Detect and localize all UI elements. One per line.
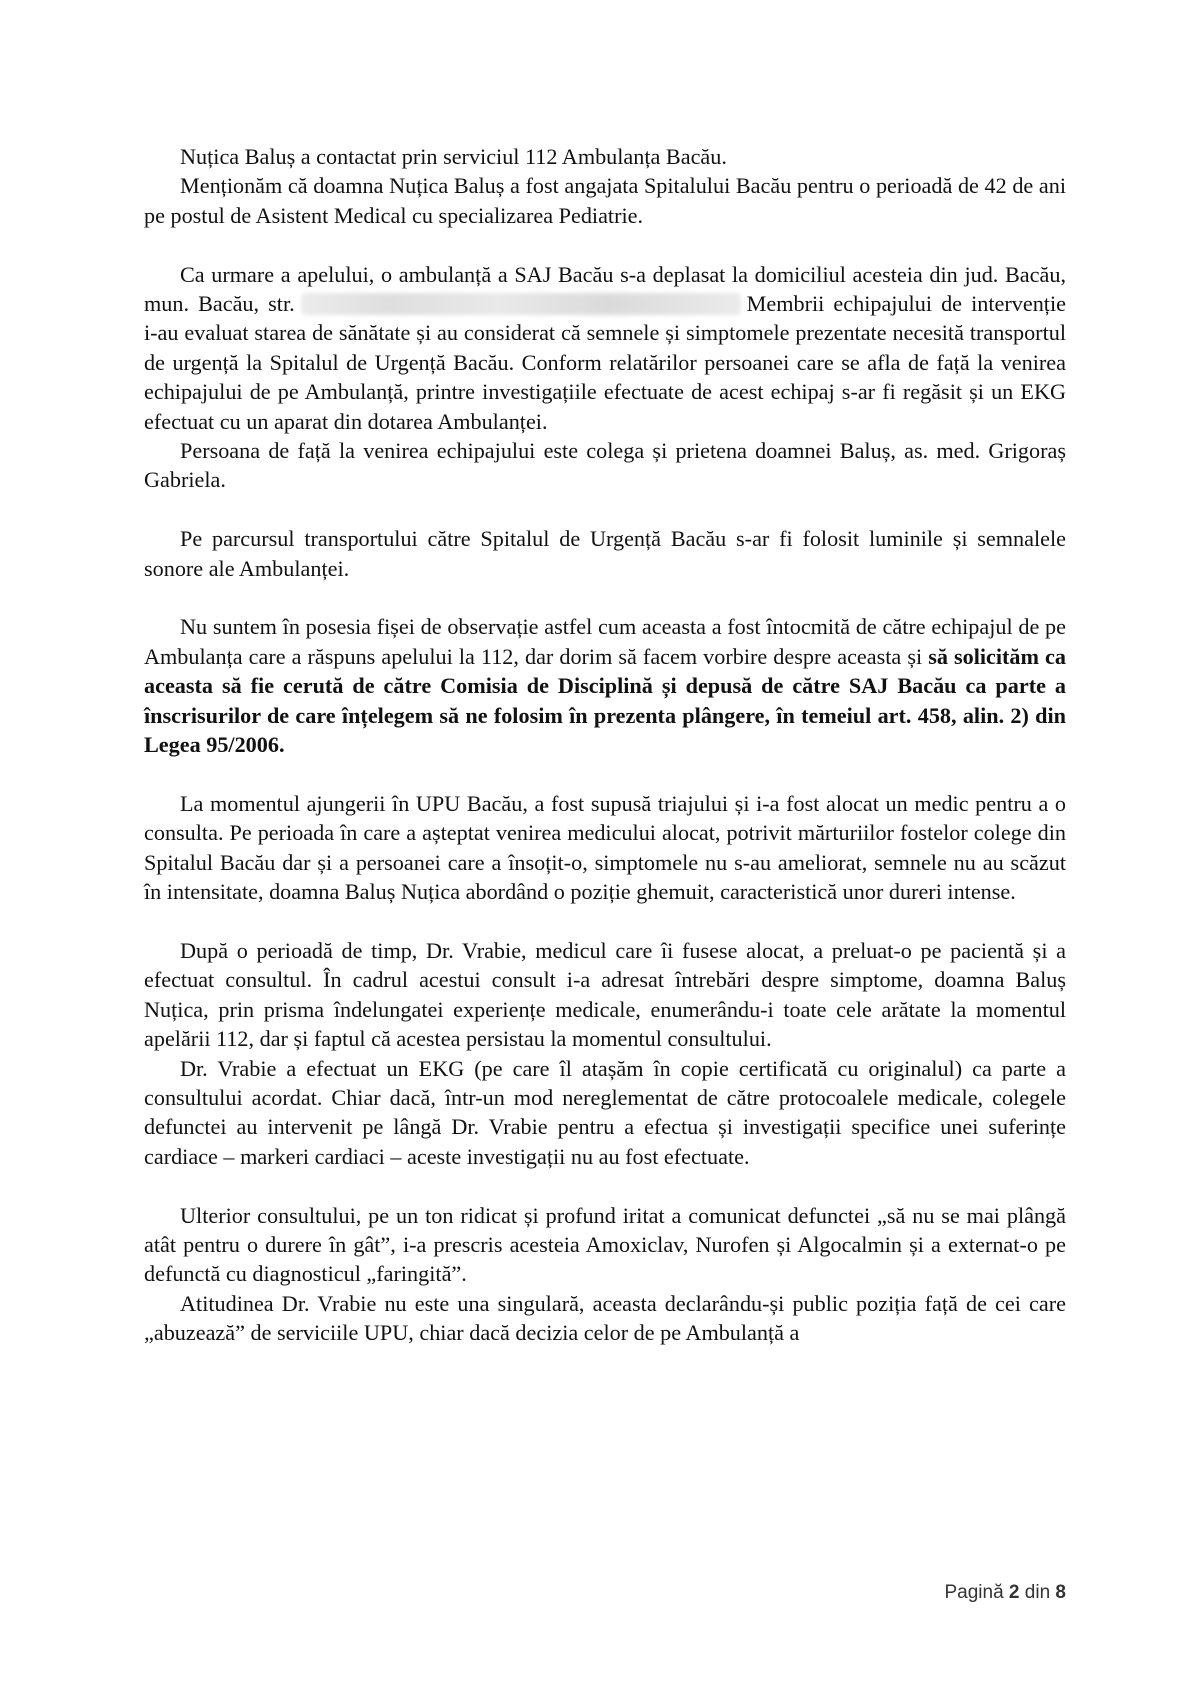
page-current: 2 <box>1008 1582 1020 1603</box>
page-number <box>944 1582 1066 1604</box>
page-total: 8 <box>1055 1582 1066 1603</box>
paragraph-observation-request: să solicităm ca aceasta să fie cerută de către Comisia de Disciplină și depusă de către SAJ Bacău ca parte a înscrisurilor de care înțelegem să ne folosim în prezenta plângere, în temeiul art. 458, alin. 2) din Legea 95/2006. <box>144 643 1066 758</box>
page-label: Pagină <box>944 1582 1004 1603</box>
paragraph-ekg: Dr. Vrabie a efectuat un EKG (pe care îl atașăm în copie certificată cu originalul) ca parte a consultului acordat. Chiar dacă, într-un mod nereglementat de către protocoalele medicale, colegele defunctei au intervenit pe lângă Dr. Vrabie pentru a efectua și investigații specifice unei suferințe cardiace – markeri cardiaci – aceste investigații nu au fost efectuate. <box>144 1055 1066 1169</box>
paragraph-attitude: Atitudinea Dr. Vrabie nu este una singulară, aceasta declarându-și public poziția față de cei care „abuzează” de serviciile UPU, chiar dacă decizia celor de pe Ambulanță a <box>144 1290 1066 1346</box>
paragraph-triage: La momentul ajungerii în UPU Bacău, a fost supusă triajului și i-a fost alocat un medic pentru a o consulta. Pe perioada în care a așteptat venirea medicului alocat, potrivit mărturiilor fostelor colege din Spitalul Bacău dar și a persoanei care a însoțit-o, simptomele nu s-au ameliorat, semnele nu au scăzut în intensitate, doamna Baluș Nuțica abordând o poziție ghemuit, caracteristică unor dureri intense. <box>144 790 1066 905</box>
page-separator: din <box>1024 1582 1051 1603</box>
paragraph-ambulance <box>144 260 1066 436</box>
paragraph-ambulance-rest: Membrii echipajului de intervenție i-au evaluat starea de sănătate și au considerat că semnele și simptomele prezentate necesită transportul de urgență la Spitalul de Urgență Bacău. Conform relatărilor persoanei care se afla de față la venirea echipajului de pe Ambulanță, printre investigațiile efectuate de acest echipaj s-ar fi regăsit și un EKG efectuat cu un aparat din dotarea Ambulanței. <box>144 291 1066 434</box>
paragraph-employment: Menționăm că doamna Nuțica Baluș a fost angajata Spitalului Bacău pentru o perioadă de 42 de ani pe postul de Asistent Medical cu specializarea Pediatrie. <box>144 173 1066 228</box>
paragraph-discharge: Ulterior consultului, pe un ton ridicat și profund iritat a comunicat defunctei „să nu se mai plângă atât pentru o durere în gât”, i-a prescris acesteia Amoxiclav, Nurofen și Algocalmin și a externat-o pe defunctă cu diagnosticul „faringită”. <box>144 1202 1066 1287</box>
paragraph-witness: Persoana de față la venirea echipajului este colega și prietena doamnei Baluș, as. med. Grigoraș Gabriela. <box>144 438 1066 493</box>
paragraph-call: Nuțica Baluș a contactat prin serviciul 112 Ambulanța Bacău. <box>180 144 727 169</box>
document-body <box>144 142 1066 1348</box>
paragraph-consult: După o perioadă de timp, Dr. Vrabie, medicul care îi fusese alocat, a preluat-o pe pacientă și a efectuat consultul. În cadrul acestui consult i-a adresat întrebări despre simptome, doamna Baluș Nuțica, prin prisma îndelungatei experiențe medicale, enumerându-i toate cele arătate la momentul apelării 112, dar și faptul că acestea persistau la momentul consultului. <box>144 937 1066 1052</box>
redacted-address <box>301 293 741 315</box>
paragraph-transport: Pe parcursul transportului către Spitalul de Urgență Bacău s-ar fi folosit luminile și semnalele sonore ale Ambulanței. <box>144 526 1066 581</box>
paragraph-ambulance-start: Ca urmare a apelului, o ambulanță a SAJ Bacău s-a deplasat la domiciliul acesteia din jud. Bacău, mun. Bacău, str. <box>144 261 1066 317</box>
paragraph-observation-start: Nu suntem în posesia fișei de observație astfel cum aceasta a fost întocmită de către echipajul de pe Ambulanța care a răspuns apelului la 112, dar dorim să facem vorbire despre aceasta și <box>144 614 1066 669</box>
paragraph-observation-sheet <box>144 612 1066 759</box>
